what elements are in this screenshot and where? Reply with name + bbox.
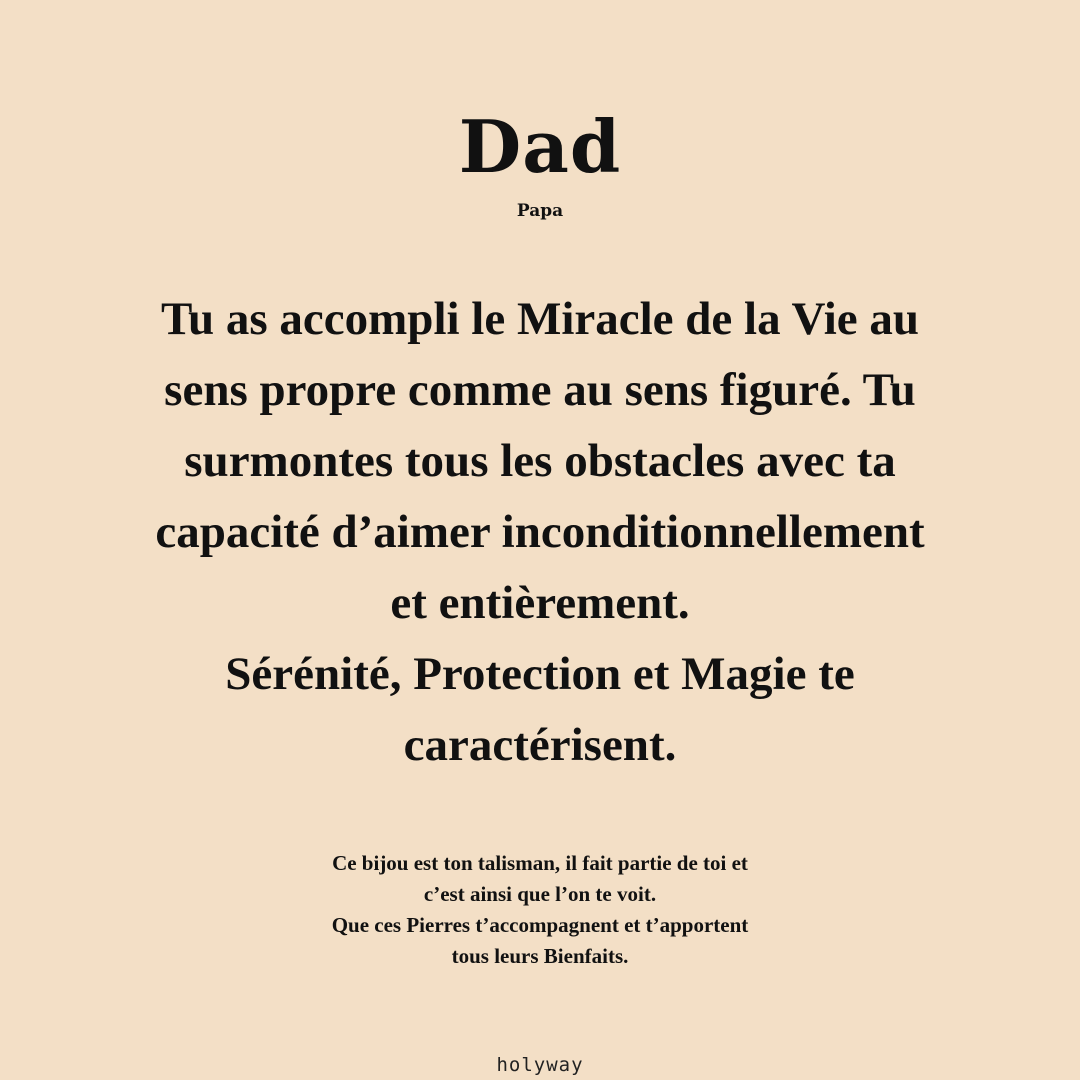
message-line: Tu as accompli le Miracle de la Vie au [160, 293, 920, 345]
main-message [90, 284, 990, 781]
message-line: surmontes tous les obstacles avec ta [184, 435, 896, 487]
blessing-text [240, 848, 840, 972]
blessing-line: Ce bijou est ton talisman, il fait partie de toi et [332, 851, 748, 875]
blessing-line: Que ces Pierres t’accompagnent et t’apportent [331, 913, 749, 937]
brand-name: holyway [496, 1054, 584, 1076]
message-line: caractérisent. [403, 719, 677, 771]
page-subtitle: Papa [516, 201, 564, 221]
blessing-line: tous leurs Bienfaits. [451, 944, 629, 968]
message-line: Sérénité, Protection et Magie te [225, 648, 855, 700]
message-line: capacité d’aimer inconditionnellement [155, 506, 925, 558]
message-line: sens propre comme au sens figuré. Tu [164, 364, 916, 416]
page-title: Dad [458, 104, 622, 189]
message-line: et entièrement. [390, 577, 690, 629]
blessing-line: c’est ainsi que l’on te voit. [423, 882, 657, 906]
